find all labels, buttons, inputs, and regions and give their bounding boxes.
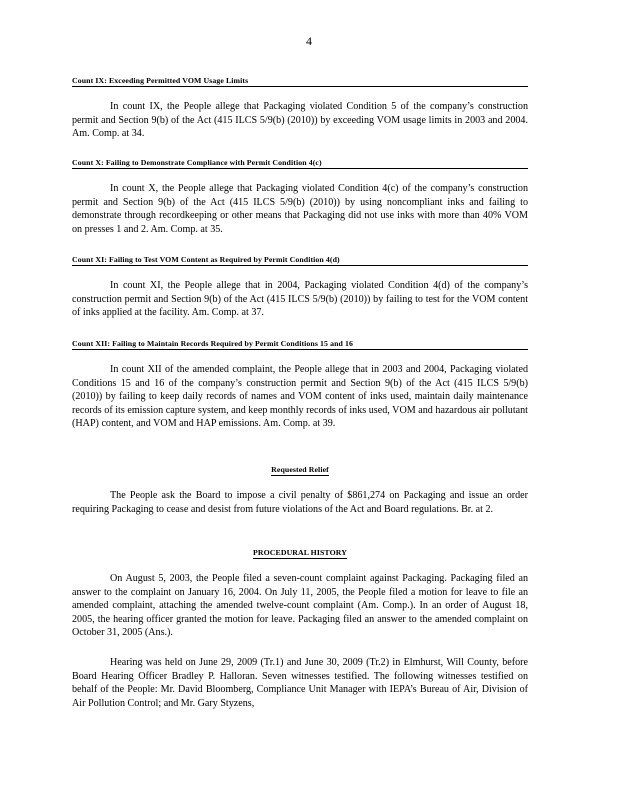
count-xi-paragraph: In count XI, the People allege that in 2004, Packaging violated Condition 4(d) of the company’s construction permit and Section 9(b) of the Act (415 ILCS 5/9(b) (2010)) by failing to test for the VOM content of inks applied at the facility. Am. Comp. at 37. bbox=[72, 280, 528, 319]
count-xii-heading: Count XII: Failing to Maintain Records Required by Permit Conditions 15 and 16 bbox=[72, 339, 528, 350]
count-ix-paragraph: In count IX, the People allege that Packaging violated Condition 5 of the company’s construction permit and Section 9(b) of the Act (415 ILCS 5/9(b) (2010)) by exceeding VOM usage limits in 2003 and 2004. Am. Comp. at 34. bbox=[72, 101, 528, 140]
requested-relief-section bbox=[72, 465, 528, 516]
count-xii-paragraph: In count XII of the amended complaint, the People allege that in 2003 and 2004, Packaging violated Conditions 15 and 16 of the company’s construction permit and Section 9(b) of the Act (415 ILCS 5/9(b) (2010)) by failing to keep daily records of names and VOM content of inks used, maintain daily maintenance records of its emission capture system, and keep monthly records of inks used, VOM and hazardous air pollutant (HAP) content, and VOM and HAP emissions. Am. Comp. at 39. bbox=[72, 364, 528, 430]
requested-relief-heading: Requested Relief bbox=[271, 465, 329, 474]
procedural-history-paragraph: On August 5, 2003, the People filed a seven-count complaint against Packaging. Packaging filed an answer to the complaint on January 16, 2004. On July 11, 2005, the People filed a motion for leave to file an amended complaint, attaching the amended twelve-count complaint (Am. Comp.). In an order of August 18, 2005, the hearing officer granted the motion for leave. Packaging filed an answer to the amended complaint on October 31, 2005 (Ans.). bbox=[72, 573, 528, 639]
count-ix-heading: Count IX: Exceeding Permitted VOM Usage Limits bbox=[72, 76, 528, 87]
procedural-history-heading: PROCEDURAL HISTORY bbox=[253, 548, 347, 557]
count-x-section bbox=[72, 158, 528, 236]
count-xii-section bbox=[72, 339, 528, 431]
count-xi-heading: Count XI: Failing to Test VOM Content as Required by Permit Condition 4(d) bbox=[72, 255, 528, 266]
hearing-paragraph: Hearing was held on June 29, 2009 (Tr.1) and June 30, 2009 (Tr.2) in Elmhurst, Will County, before Board Hearing Officer Bradley P. Halloran. Seven witnesses testified. The following witnesses testified on behalf of the People: Mr. David Bloomberg, Compliance Unit Manager with IEPA’s Bureau of Air, Division of Air Pollution Control; and Mr. Gary Styzens, bbox=[72, 657, 528, 709]
count-ix-section bbox=[72, 76, 528, 141]
count-x-heading: Count X: Failing to Demonstrate Compliance with Permit Condition 4(c) bbox=[72, 158, 528, 169]
count-xi-section bbox=[72, 255, 528, 320]
requested-relief-paragraph: The People ask the Board to impose a civil penalty of $861,274 on Packaging and issue an order requiring Packaging to cease and desist from future violations of the Act and Board regulations. Br. at 2. bbox=[72, 490, 528, 515]
hearing-section bbox=[72, 656, 528, 710]
page-number: 4 bbox=[306, 34, 312, 48]
procedural-history-section bbox=[72, 548, 528, 640]
count-x-paragraph: In count X, the People allege that Packaging violated Condition 4(c) of the company’s construction permit and Section 9(b) of the Act (415 ILCS 5/9(b) (2010)) by using noncompliant inks and failing to demonstrate through recordkeeping or other means that Packaging did not use inks with more than 40% VOM on presses 1 and 2. Am. Comp. at 35. bbox=[72, 183, 528, 235]
